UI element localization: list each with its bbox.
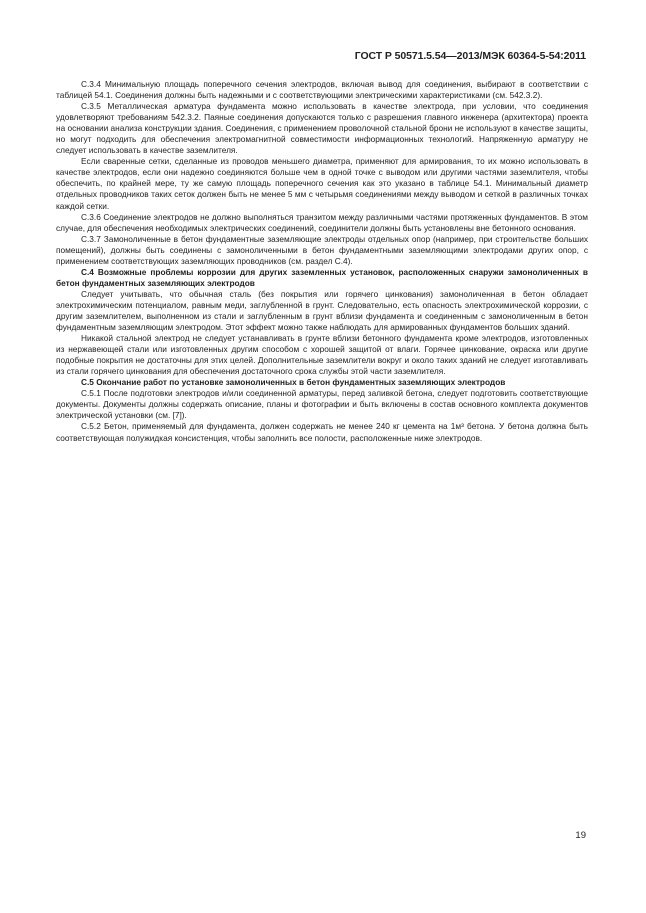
paragraph-c-3-5: С.3.5 Металлическая арматура фундамента можно использовать в качестве электрода, при условии, что соединения удовлетворяют требованиям 542.3.2. Паяные соединения допускаются только с разрешения главного инженера (архитектора) проекта на основании анализа конструкции здания. Соединения, с применением проволочной стальной брони не используют в качестве защиты, но могут подходить для обеспечения электромагнитной совместимости информационных технологий. Напряженную арматуру не следует использовать в качестве заземлителя. — [56, 101, 588, 156]
paragraph-corrosion-potential: Следует учитывать, что обычная сталь (без покрытия или горячего цинкования) замоноличенная в бетон обладает электрохимическим потенциалом, равным меди, заглубленной в грунт. Следовательно, есть опасность электрохимической коррозии, с другим заземлителем, выполненном из стали и заглубленным в грунт вблизи фундамента и соединенным с замоноличенным в бетон фундаментным заземляющим электродом. Этот эффект можно также наблюдать для армированных фундаментов больших зданий. — [56, 288, 588, 333]
section-heading-c-5: С.5 Окончание работ по установке замоноличенных в бетон фундаментных заземляющих электродов — [81, 377, 506, 388]
paragraph-c-3-6: С.3.6 Соединение электродов не должно выполняться транзитом между различными частями протяженных фундаментов. В этом случае, для обеспечения необходимых электрических соединений, соединители должны быть установлены вне бетонного основания. — [56, 211, 588, 233]
paragraph-welded-mesh: Если сваренные сетки, сделанные из проводов меньшего диаметра, применяют для армирования, то их можно использовать в качестве электродов, если они надежно соединяются больше чем в одной точке с выводом или другими частями заземлителя, чтобы обеспечить, по крайней мере, ту же самую площадь поперечного сечения как это указано в таблице 54.1. Минимальный диаметр отдельных проводников таких сеток должен быть не менее 5 мм с четырьмя соединениями между выводом и сеткой в различных точках каждой сетки. — [56, 156, 588, 211]
document-body — [56, 79, 588, 444]
paragraph-c-5-1: С.5.1 После подготовки электродов и/или соединенной арматуры, перед заливкой бетона, следует подготовить соответствующие документы. Документы должны содержать описание, планы и фотографии и быть включены в состав основного комплекта документов электрической установки (см. [7]). — [56, 388, 588, 421]
document-header: ГОСТ Р 50571.5.54—2013/МЭК 60364-5-54:2011 — [354, 50, 586, 62]
section-heading-c-4: С.4 Возможные проблемы коррозии для других заземленных установок, расположенных снаружи замоноличенных в бетон фундаментных заземляющих электродов — [56, 266, 588, 288]
page-number: 19 — [575, 830, 586, 841]
paragraph-c-3-4: С.3.4 Минимальную площадь поперечного сечения электродов, включая вывод для соединения, выбирают в соответствии с таблицей 54.1. Соединения должны быть надежными и с соответствующими электрическими характеристиками (см. 542.3.2). — [56, 79, 588, 101]
paragraph-c-3-7: С.3.7 Замоноличенные в бетон фундаментные заземляющие электроды отдельных опор (например, при строительстве больших помещений), должны быть соединены с замоноличенными в бетон фундаментными заземляющими электродами других опор, с применением соответствующих заземляющих проводников (см. раздел С.4). — [56, 233, 588, 266]
paragraph-steel-electrodes: Никакой стальной электрод не следует устанавливать в грунте вблизи бетонного фундамента кроме электродов, изготовленных из нержавеющей стали или изготовленных другим способом с хорошей защитой от влаги. Горячее цинкование, окраска или другие подобные покрытия не достаточны для этих целей. Дополнительные заземлители вокруг и около таких зданий не следует изготавливать из стали горячего цинкования для обеспечения достаточного срока службы этой части заземлителя. — [56, 333, 588, 377]
paragraph-c-5-2: С.5.2 Бетон, применяемый для фундамента, должен содержать не менее 240 кг цемента на 1м³ бетона. У бетона должна быть соответствующая полужидкая консистенция, чтобы заполнить все полости, расположенные ниже электродов. — [56, 421, 588, 443]
